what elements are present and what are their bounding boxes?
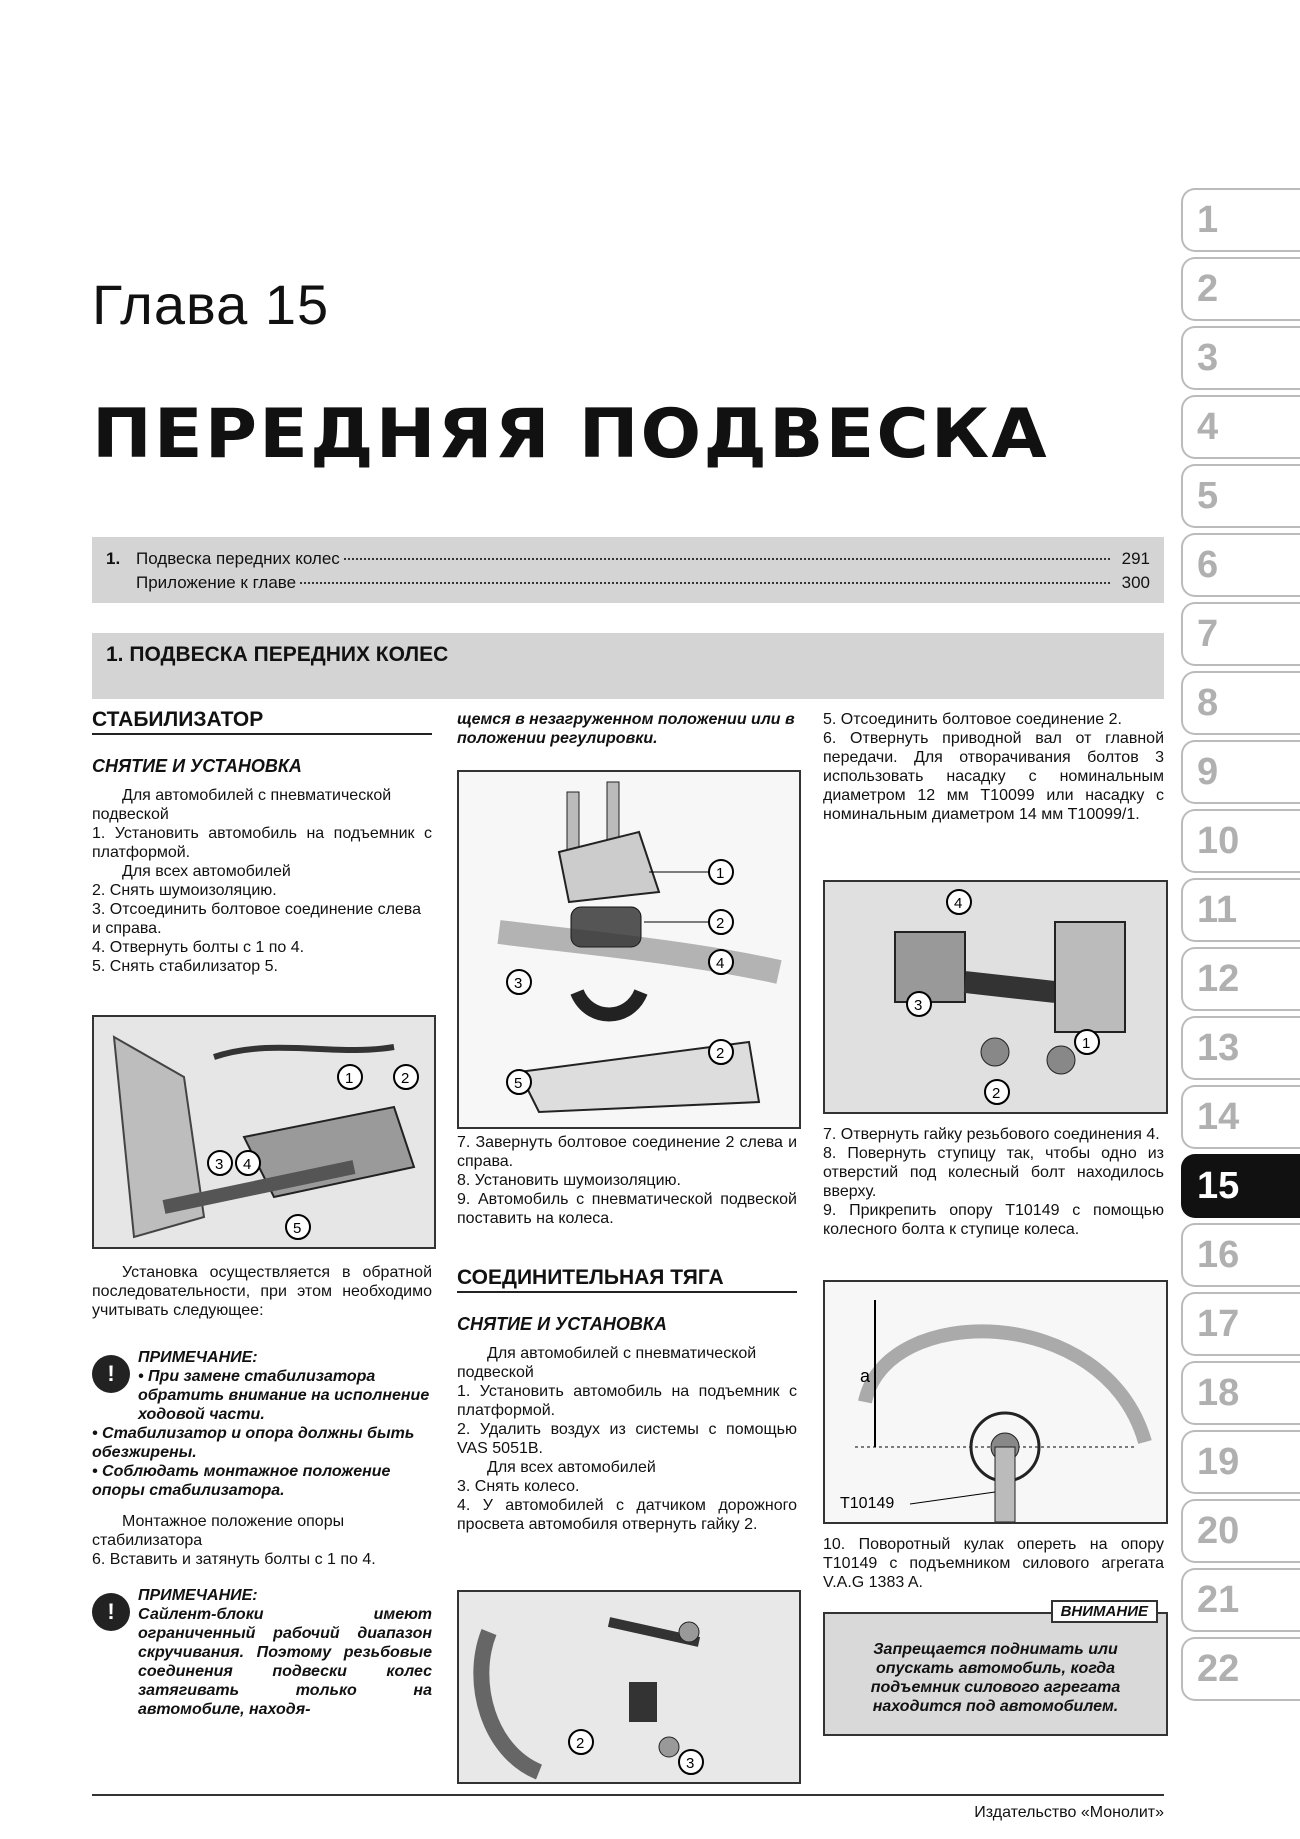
chapter-tab-21[interactable]: 21 xyxy=(1181,1568,1300,1632)
chapter-tab-15-active[interactable]: 15 xyxy=(1181,1154,1300,1218)
chapter-tab-12[interactable]: 12 xyxy=(1181,947,1300,1011)
stabilizer-mount-figure xyxy=(457,770,801,1129)
note-icon: ! xyxy=(92,1355,130,1393)
chapter-tab-19[interactable]: 19 xyxy=(1181,1430,1300,1494)
svg-text:1: 1 xyxy=(1082,1035,1091,1052)
svg-text:3: 3 xyxy=(686,1755,695,1772)
wheel-support-figure xyxy=(823,1280,1168,1524)
svg-text:5: 5 xyxy=(293,1220,302,1237)
subheading: СНЯТИЕ И УСТАНОВКА xyxy=(92,756,302,776)
chapter-tab-1[interactable]: 1 xyxy=(1181,188,1300,252)
chapter-tab-18[interactable]: 18 xyxy=(1181,1361,1300,1425)
svg-text:2: 2 xyxy=(992,1085,1001,1102)
chapter-tab-9[interactable]: 9 xyxy=(1181,740,1300,804)
chapter-number: Глава 15 xyxy=(92,273,330,336)
note-2: ПРИМЕЧАНИЕ: xyxy=(138,1587,258,1604)
subheading: СНЯТИЕ И УСТАНОВКА xyxy=(457,1314,667,1334)
tool-label: T10149 xyxy=(840,1495,895,1512)
warning-box xyxy=(823,1603,1168,1736)
wheel-support-diagram xyxy=(825,1282,1166,1522)
column-2: щемся в незагруженном положении или в положении регулировки. xyxy=(457,711,795,747)
column-3: 5. Отсоединить болтовое соединение 2. 6. Отвернуть приводной вал от главной передачи. Для отворачивания болтов 3 использовать насадку с номинальным диаметром 12 мм T10099 или насадку с номинальным диаметром 14 мм T10099/1. xyxy=(823,711,1164,823)
footer-divider xyxy=(92,1794,1164,1796)
stabilizer-mount-diagram xyxy=(459,772,799,1127)
section-heading: СОЕДИНИТЕЛЬНАЯ ТЯГА xyxy=(457,1268,797,1293)
chapter-tab-22[interactable]: 22 xyxy=(1181,1637,1300,1701)
chapter-tab-16[interactable]: 16 xyxy=(1181,1223,1300,1287)
column-1: СТАБИЛИЗАТОР СНЯТИЕ И УСТАНОВКА Для автомобилей с пневматической подвеской 1. Установить автомобиль на подъемник с платформой. Для всех автомобилей 2. Снять шумоизоляцию. 3. Отсоединить болтовое соединение слева и справа. 4. Отвернуть болты с 1 по 4. 5. Снять стабилизатор 5. xyxy=(92,708,432,975)
svg-text:2: 2 xyxy=(716,1045,725,1062)
svg-text:3: 3 xyxy=(215,1156,224,1173)
stabilizer-illustration xyxy=(94,1017,434,1247)
column-3-step10: 10. Поворотный кулак опереть на опору T10149 с подъемником силового агрегата V.A.G 1383 A. xyxy=(823,1536,1164,1591)
section-heading: СТАБИЛИЗАТОР xyxy=(92,710,432,735)
column-3-steps: 7. Отвернуть гайку резьбового соединения 4. 8. Повернуть ступицу так, чтобы одно из отверстий под колесный болт находилось вверху. 9. Прикрепить опору T10149 с помощью колесного болта к ступице колеса. xyxy=(823,1126,1164,1238)
svg-text:1: 1 xyxy=(345,1070,354,1087)
chapter-tab-8[interactable]: 8 xyxy=(1181,671,1300,735)
chapter-tab-3[interactable]: 3 xyxy=(1181,326,1300,390)
note-icon: ! xyxy=(92,1593,130,1631)
svg-text:5: 5 xyxy=(514,1075,523,1092)
toc-item[interactable]: Приложение к главе 300 xyxy=(136,573,1150,592)
column-2-section: СОЕДИНИТЕЛЬНАЯ ТЯГА СНЯТИЕ И УСТАНОВКА Для автомобилей с пневматической подвеской 1. Установить автомобиль на подъемник с платформой. 2. Удалить воздух из системы с помощью VAS 5051B. Для всех автомобилей 3. Снять колесо. 4. У автомобилей с датчиком дорожного просвета автомобиля отвернуть гайку 2. xyxy=(457,1266,797,1533)
svg-text:2: 2 xyxy=(576,1735,585,1752)
warning-text: Запрещается поднимать или опускать автомобиль, когда подъемник силового агрегата находится под автомобилем. xyxy=(870,1641,1121,1715)
chapter-tab-14[interactable]: 14 xyxy=(1181,1085,1300,1149)
warning-label: ВНИМАНИЕ xyxy=(1051,1600,1158,1623)
chapter-tab-13[interactable]: 13 xyxy=(1181,1016,1300,1080)
svg-text:4: 4 xyxy=(954,895,963,912)
chapter-tab-6[interactable]: 6 xyxy=(1181,533,1300,597)
svg-text:4: 4 xyxy=(243,1156,252,1173)
chapter-tab-11[interactable]: 11 xyxy=(1181,878,1300,942)
chapter-tab-20[interactable]: 20 xyxy=(1181,1499,1300,1563)
chapter-tab-4[interactable]: 4 xyxy=(1181,395,1300,459)
chapter-tab-5[interactable]: 5 xyxy=(1181,464,1300,528)
column-2-steps: 7. Завернуть болтовое соединение 2 слева и справа. 8. Установить шумоизоляцию. 9. Автомобиль с пневматической подвеской поставить на колеса. xyxy=(457,1134,797,1227)
chapter-tab-10[interactable]: 10 xyxy=(1181,809,1300,873)
chapter-tab-17[interactable]: 17 xyxy=(1181,1292,1300,1356)
toc-item[interactable]: 1. Подвеска передних колес 291 xyxy=(106,549,1150,568)
dimension-a-label: a xyxy=(860,1366,871,1386)
svg-text:2: 2 xyxy=(401,1070,410,1087)
driveshaft-figure xyxy=(823,880,1168,1114)
svg-text:3: 3 xyxy=(914,997,923,1014)
link-rod-illustration xyxy=(459,1592,799,1782)
svg-text:2: 2 xyxy=(716,915,725,932)
svg-text:3: 3 xyxy=(514,975,523,992)
driveshaft-illustration xyxy=(825,882,1166,1112)
chapter-tab-7[interactable]: 7 xyxy=(1181,602,1300,666)
publisher-footer: Издательство «Монолит» xyxy=(974,1804,1164,1821)
svg-text:4: 4 xyxy=(716,955,725,972)
section-header: 1. ПОДВЕСКА ПЕРЕДНИХ КОЛЕС xyxy=(92,633,1164,699)
note-1-continued: • Стабилизатор и опора должны быть обезжирены. • Соблюдать монтажное положение опоры стабилизатора. Монтажное положение опоры стабилизатора 6. Вставить и затянуть болты с 1 по 4. xyxy=(92,1425,415,1568)
chapter-tab-2[interactable]: 2 xyxy=(1181,257,1300,321)
note-1: ПРИМЕЧАНИЕ: • При замене стабилизатора обратить внимание на исполнение ходовой части. xyxy=(138,1349,430,1423)
table-of-contents xyxy=(92,537,1164,603)
svg-text:1: 1 xyxy=(716,865,725,882)
stabilizer-figure xyxy=(92,1015,436,1249)
column-1-continued: Установка осуществляется в обратной последовательности, при этом необходимо учитывать следующее: xyxy=(92,1264,432,1319)
note-2-text: Сайлент-блоки имеют ограниченный рабочий диапазон скручивания. Поэтому резьбовые соединения подвески колес затягивать только на автомобиле, находя- xyxy=(138,1606,432,1718)
link-rod-figure xyxy=(457,1590,801,1784)
page-title: ПЕРЕДНЯЯ ПОДВЕСКА xyxy=(92,395,1049,474)
